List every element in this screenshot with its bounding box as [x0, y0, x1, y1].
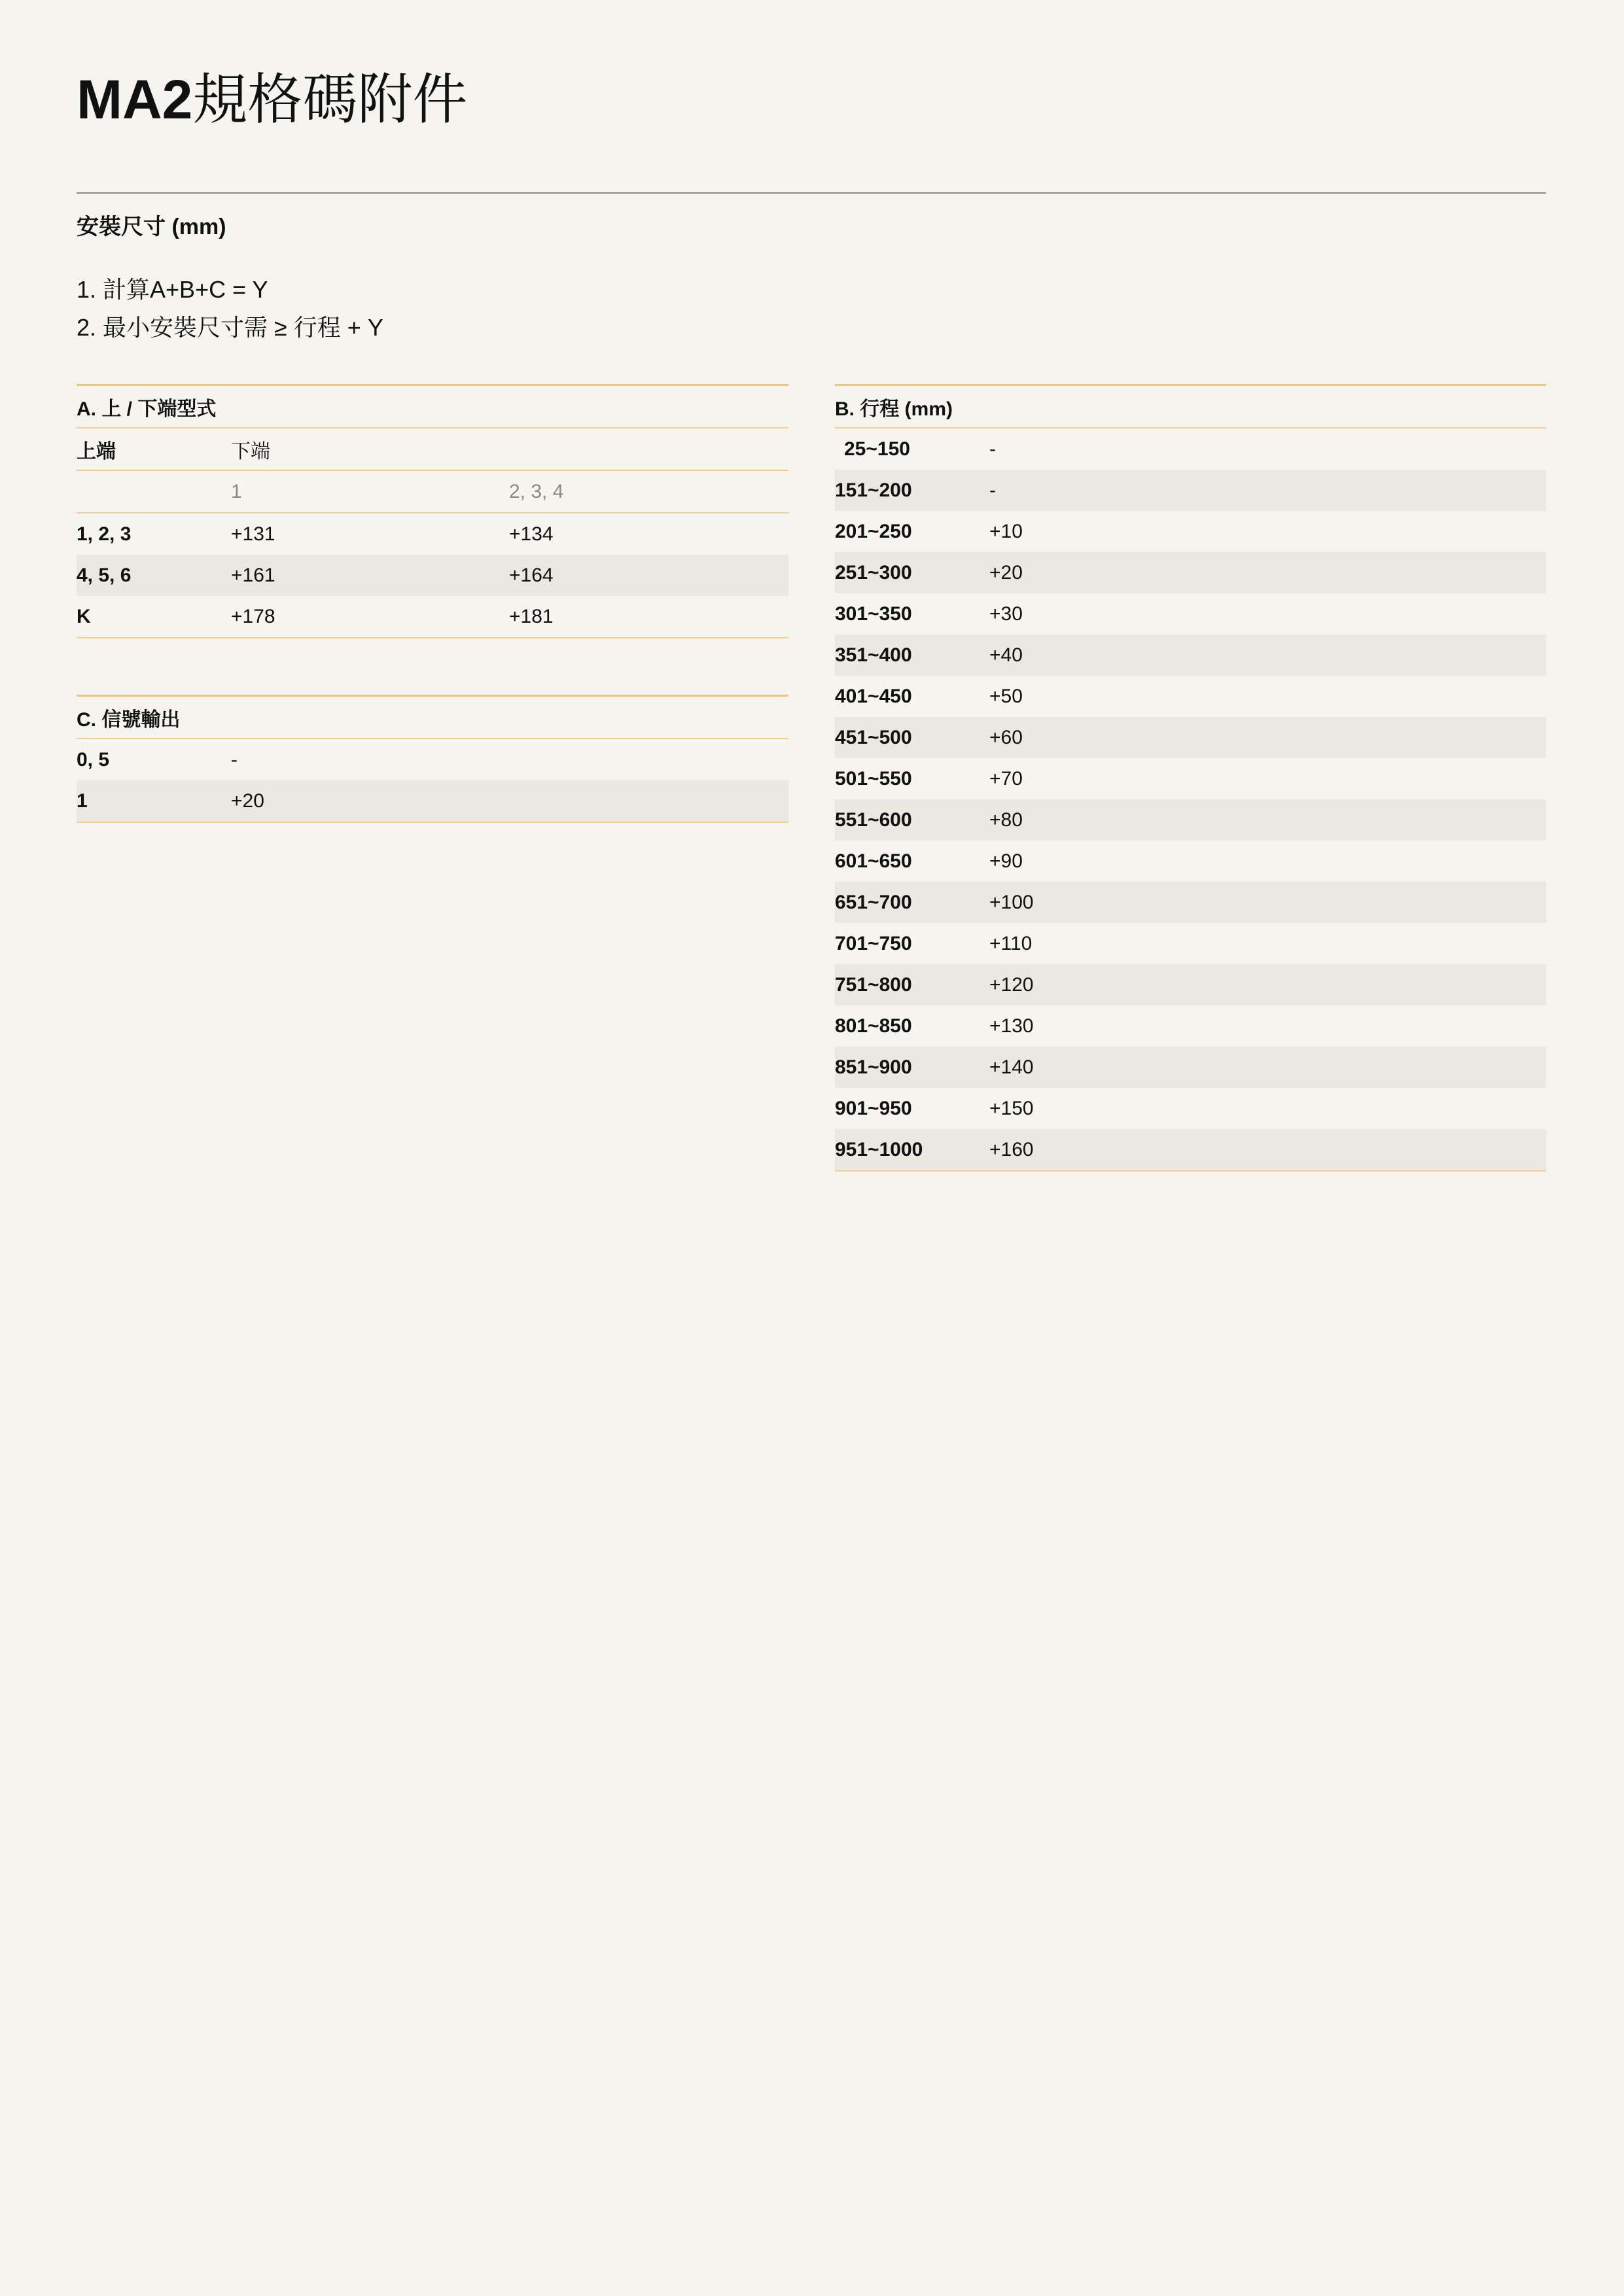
row-value: +80 — [989, 799, 1546, 841]
row-value: +90 — [989, 850, 1023, 872]
table-row — [835, 964, 1546, 1005]
section-heading: 安裝尺寸 (mm) — [77, 215, 226, 239]
table-row — [835, 1129, 1546, 1171]
row-key: 401~450 — [835, 685, 912, 707]
row-value: +140 — [989, 1047, 1546, 1088]
row-value: +20 — [231, 780, 788, 822]
row-value: +161 — [231, 555, 509, 596]
row-key: 351~400 — [835, 635, 989, 676]
table-row — [835, 1005, 1546, 1047]
row-key: 251~300 — [835, 552, 989, 593]
row-key: 151~200 — [835, 470, 989, 511]
table-b-title: B. 行程 (mm) — [835, 385, 1546, 428]
notes-list — [77, 271, 383, 347]
row-value: +160 — [989, 1129, 1546, 1171]
row-value: +20 — [989, 552, 1546, 593]
row-key: K — [77, 596, 231, 638]
table-row — [835, 593, 1546, 635]
row-value: +40 — [989, 635, 1546, 676]
row-key: 501~550 — [835, 767, 912, 790]
table-a-lower-label: 下端 — [231, 428, 788, 470]
row-key: 301~350 — [835, 602, 912, 625]
table-row — [835, 1047, 1546, 1088]
row-value: +50 — [989, 685, 1023, 707]
row-value: +70 — [989, 767, 1023, 790]
table-row — [835, 511, 1546, 552]
table-c-title: C. 信號輸出 — [77, 696, 788, 739]
row-key: 701~750 — [835, 932, 912, 954]
row-key: 951~1000 — [835, 1129, 989, 1171]
note-item: 1. 計算A+B+C = Y — [77, 276, 268, 303]
note-item: 2. 最小安裝尺寸需 ≥ 行程 + Y — [77, 314, 383, 341]
row-key: 801~850 — [835, 1015, 912, 1037]
row-key: 551~600 — [835, 799, 989, 841]
table-row — [835, 1088, 1546, 1129]
row-key: 651~700 — [835, 882, 989, 923]
table-row — [835, 882, 1546, 923]
table-c-signal-output — [77, 695, 788, 823]
row-value: +181 — [509, 596, 788, 638]
page-title — [77, 60, 467, 139]
table-a-end-types — [77, 384, 788, 638]
row-value: - — [231, 748, 238, 771]
row-key: 1, 2, 3 — [77, 523, 132, 545]
row-key: 0, 5 — [77, 748, 110, 771]
row-value: +164 — [509, 555, 788, 596]
row-value: +134 — [509, 523, 554, 545]
row-value: +131 — [231, 523, 275, 545]
table-row — [835, 428, 1546, 470]
table-row — [835, 923, 1546, 964]
row-key: 751~800 — [835, 964, 989, 1005]
table-row — [835, 676, 1546, 717]
row-value: +130 — [989, 1015, 1034, 1037]
table-row — [77, 596, 788, 638]
top-divider — [77, 192, 1546, 194]
row-key: 451~500 — [835, 717, 989, 758]
row-key: 201~250 — [835, 520, 912, 542]
row-value: +110 — [989, 932, 1033, 954]
table-row — [835, 717, 1546, 758]
table-row — [835, 758, 1546, 799]
product-code: MA2 — [77, 69, 193, 130]
table-a-subcol: 1 — [231, 470, 509, 513]
table-a-title: A. 上 / 下端型式 — [77, 385, 788, 428]
row-value: - — [989, 438, 996, 460]
table-row — [77, 513, 788, 555]
row-key: 601~650 — [835, 850, 912, 872]
table-row — [835, 841, 1546, 882]
row-value: +178 — [231, 596, 509, 638]
row-key: 1 — [77, 780, 231, 822]
table-row — [77, 780, 788, 822]
table-a-subcol: 2, 3, 4 — [509, 470, 788, 513]
page-subtitle: 規格碼附件 — [192, 69, 468, 130]
table-a-upper-label: 上端 — [77, 428, 231, 470]
row-value: +10 — [989, 520, 1023, 542]
row-value: +120 — [989, 964, 1546, 1005]
table-row — [835, 635, 1546, 676]
row-value: - — [989, 470, 1546, 511]
table-row — [835, 470, 1546, 511]
row-value: +150 — [989, 1097, 1034, 1119]
row-key: 901~950 — [835, 1097, 912, 1119]
row-key: 851~900 — [835, 1047, 989, 1088]
table-row — [835, 799, 1546, 841]
row-key: 25~150 — [844, 438, 910, 460]
table-a-empty-cell — [77, 470, 231, 513]
table-row — [77, 555, 788, 596]
table-b-stroke — [835, 384, 1546, 1172]
table-row — [835, 552, 1546, 593]
row-key: 4, 5, 6 — [77, 555, 231, 596]
row-value: +100 — [989, 882, 1546, 923]
table-row — [77, 739, 788, 780]
row-value: +60 — [989, 717, 1546, 758]
row-value: +30 — [989, 602, 1023, 625]
